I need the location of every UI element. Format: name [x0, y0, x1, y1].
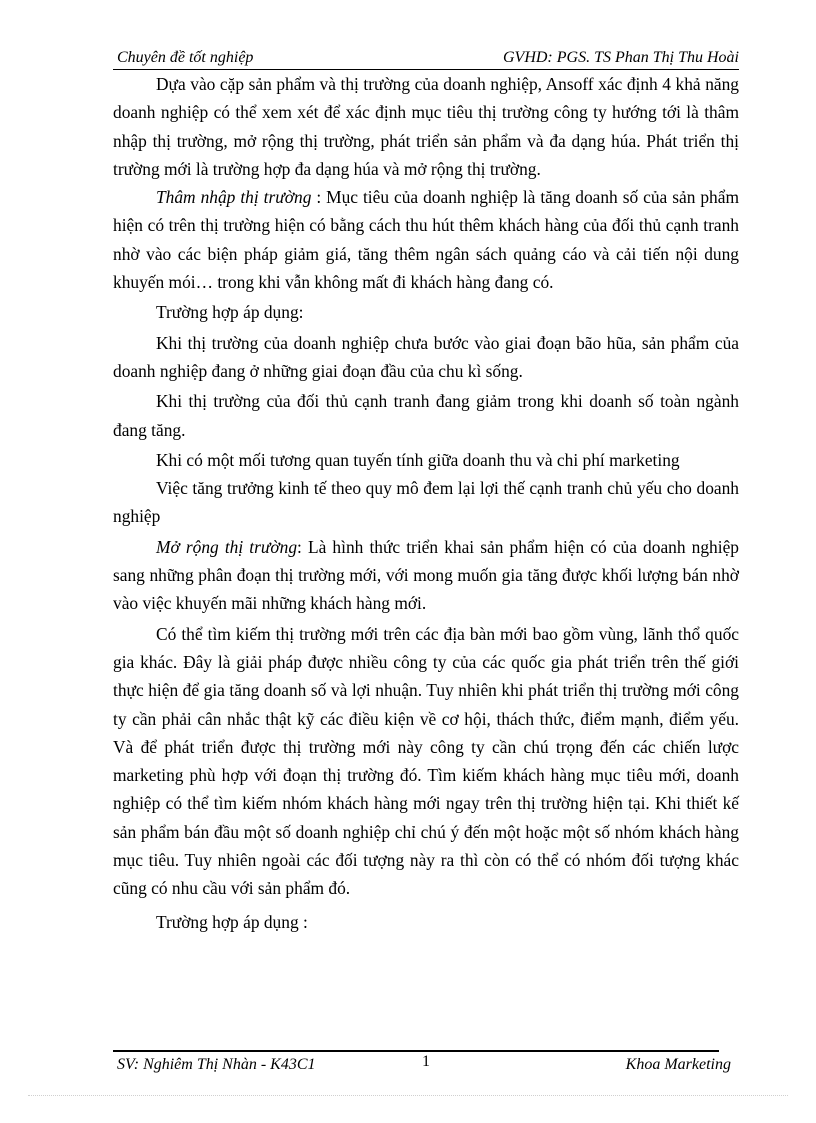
paragraph-applicable-cases-2: Trường hợp áp dụng :: [156, 911, 308, 932]
page-footer: [113, 1050, 731, 1078]
footer-student-text: SV: Nghiêm Thị Nhàn - K43C1: [117, 1056, 316, 1073]
paragraph-market-penetration: [113, 183, 739, 296]
market-penetration-text: : Mục tiêu của doanh nghiệp là tăng doanh số của sản phẩm hiện có trên thị trường hiện có bằng cách thu hút thêm khách hàng của đối thủ cạnh tranh nhờ vào các biện pháp giảm giá, tăng thêm ngân sách quảng cáo và cải tiến nội dung khuyến mói… trong khi vẫn không mất đi khách hàng đang có.: [113, 187, 739, 293]
page-number: 1: [422, 1053, 430, 1070]
market-development-heading: Mở rộng thị trường: [156, 536, 298, 557]
paragraph-market-development: [113, 533, 739, 618]
bottom-dotted-divider: [28, 1095, 788, 1096]
paragraph-new-markets: Có thể tìm kiếm thị trường mới trên các địa bàn mới bao gồm vùng, lãnh thổ quốc gia khác. Đây là giải pháp được nhiều công ty của các quốc gia phát triển trên thế giới thực hiện để gia tăng doanh số và lợi nhuận. Tuy nhiên khi phát triển thị trường mới công ty cần phải cân nhắc thật kỹ các điều kiện về cơ hội, thách thức, điểm mạnh, điểm yếu. Và để phát triển được thị trường mới này công ty cần chú trọng đến các chiến lược marketing phù hợp với đoạn thị trường đó. Tìm kiếm khách hàng mục tiêu mới, doanh nghiệp có thể tìm kiếm nhóm khách hàng mới ngay trên thị trường hiện tại. Khi thiết kế sản phẩm bán đầu một số doanh nghiệp chỉ chú ý đến một hoặc một số nhóm khách hàng mục tiêu. Tuy nhiên ngoài các đối tượng này ra thì còn có thể có nhóm đối tượng khác cũng có nhu cầu với sản phẩm đó.: [113, 623, 739, 899]
paragraph-case-correlation: Khi có một mối tương quan tuyến tính giữa doanh thu và chi phí marketing: [156, 449, 680, 470]
document-body: [113, 70, 739, 936]
market-penetration-heading: Thâm nhập thị trường: [156, 187, 312, 208]
footer-department-text: Khoa Marketing: [625, 1056, 731, 1073]
paragraph-case-economies-of-scale: Việc tăng trưởng kinh tế theo quy mô đem lại lợi thế cạnh tranh chủ yếu cho doanh nghiệp: [113, 478, 739, 527]
market-development-text: : Là hình thức triển khai sản phẩm hiện có của doanh nghiệp sang những phân đoạn thị trường mới, với mong muốn gia tăng được khối lượng bán nhờ vào việc khuyến mãi những khách hàng mới.: [113, 536, 739, 614]
page-header: [113, 47, 739, 70]
paragraph-case-saturation: Khi thị trường của doanh nghiệp chưa bước vào giai đoạn bão hũa, sản phẩm của doanh nghiệp đang ở những giai đoạn đầu của chu kì sống.: [113, 332, 739, 381]
paragraph-case-competitor-decline: Khi thị trường của đối thủ cạnh tranh đang giảm trong khi doanh số toàn ngành đang tăng.: [113, 391, 739, 440]
header-right-text: GVHD: PGS. TS Phan Thị Thu Hoài: [502, 49, 739, 66]
header-left-text: Chuyên đề tốt nghiệp: [117, 49, 254, 66]
paragraph-ansoff-intro: Dựa vào cặp sản phẩm và thị trường của doanh nghiệp, Ansoff xác định 4 khả năng doanh nghiệp có thể xem xét để xác định mục tiêu thị trường công ty hướng tới là thâm nhập thị trường, mở rộng thị trường, phát triển sản phẩm và đa dạng húa. Phát triển thị trường mới là trường hợp đa dạng húa và mở rộng thị trường.: [113, 74, 739, 179]
paragraph-applicable-cases-1: Trường hợp áp dụng:: [156, 302, 304, 323]
